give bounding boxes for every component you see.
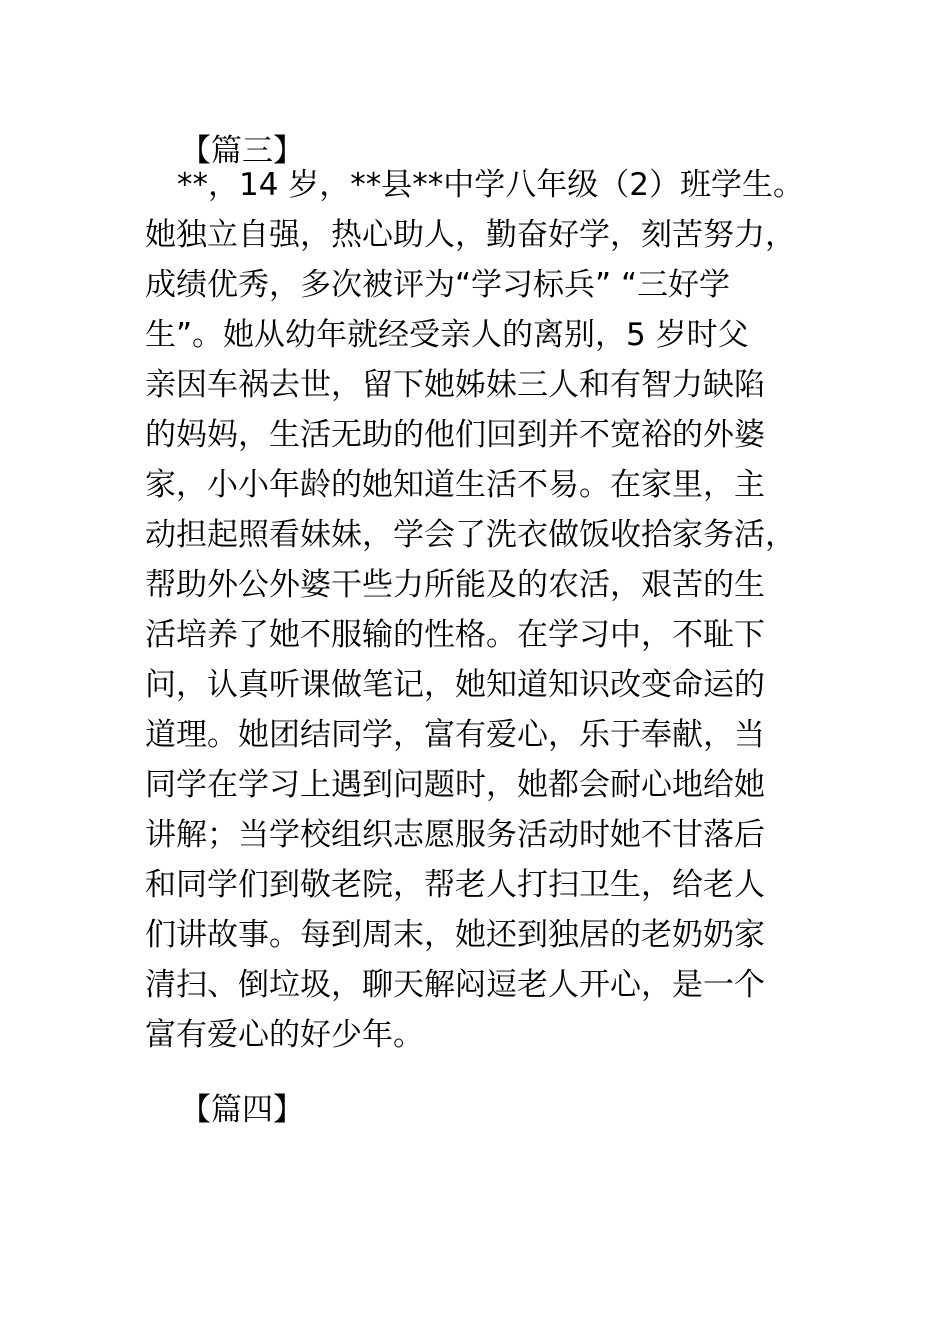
paragraph-line: 她独立自强，热心助人，勤奋好学，刻苦努力， xyxy=(145,217,796,253)
paragraph-line: 道理。她团结同学，富有爱心，乐于奉献，当 xyxy=(145,717,765,753)
paragraph-line: 富有爱心的好少年。 xyxy=(145,1017,424,1053)
paragraph-line: 动担起照看妹妹，学会了洗衣做饭收拾家务活， xyxy=(145,517,796,553)
paragraph-line: 家，小小年龄的她知道生活不易。在家里，主 xyxy=(145,467,765,503)
paragraph-line: 的妈妈，生活无助的他们回到并不宽裕的外婆 xyxy=(145,417,765,453)
section-three-heading: 【篇三】 xyxy=(180,133,304,169)
paragraph-line: 同学在学习上遇到问题时，她都会耐心地给她 xyxy=(145,767,765,803)
paragraph-line: 成绩优秀，多次被评为“学习标兵” “三好学 xyxy=(145,267,731,303)
paragraph-line: 和同学们到敬老院，帮老人打扫卫生，给老人 xyxy=(145,867,765,903)
paragraph-line: 清扫、倒垃圾，聊天解闷逗老人开心，是一个 xyxy=(145,967,765,1003)
paragraph-line: 活培养了她不服输的性格。在学习中，不耻下 xyxy=(145,617,765,653)
paragraph-line: **，14 岁，**县**中学八年级（2）班学生。 xyxy=(177,167,805,203)
paragraph-line: 生”。她从幼年就经受亲人的离别，5 岁时父 xyxy=(145,317,749,353)
section-four-heading: 【篇四】 xyxy=(180,1092,304,1128)
paragraph-line: 帮助外公外婆干些力所能及的农活，艰苦的生 xyxy=(145,567,765,603)
paragraph-line: 们讲故事。每到周末，她还到独居的老奶奶家 xyxy=(145,917,765,953)
section-three-paragraph xyxy=(145,160,805,1060)
paragraph-line: 亲因车祸去世，留下她姊妹三人和有智力缺陷 xyxy=(145,367,765,403)
paragraph-line: 问，认真听课做笔记，她知道知识改变命运的 xyxy=(145,667,765,703)
paragraph-line: 讲解；当学校组织志愿服务活动时她不甘落后 xyxy=(145,817,765,853)
